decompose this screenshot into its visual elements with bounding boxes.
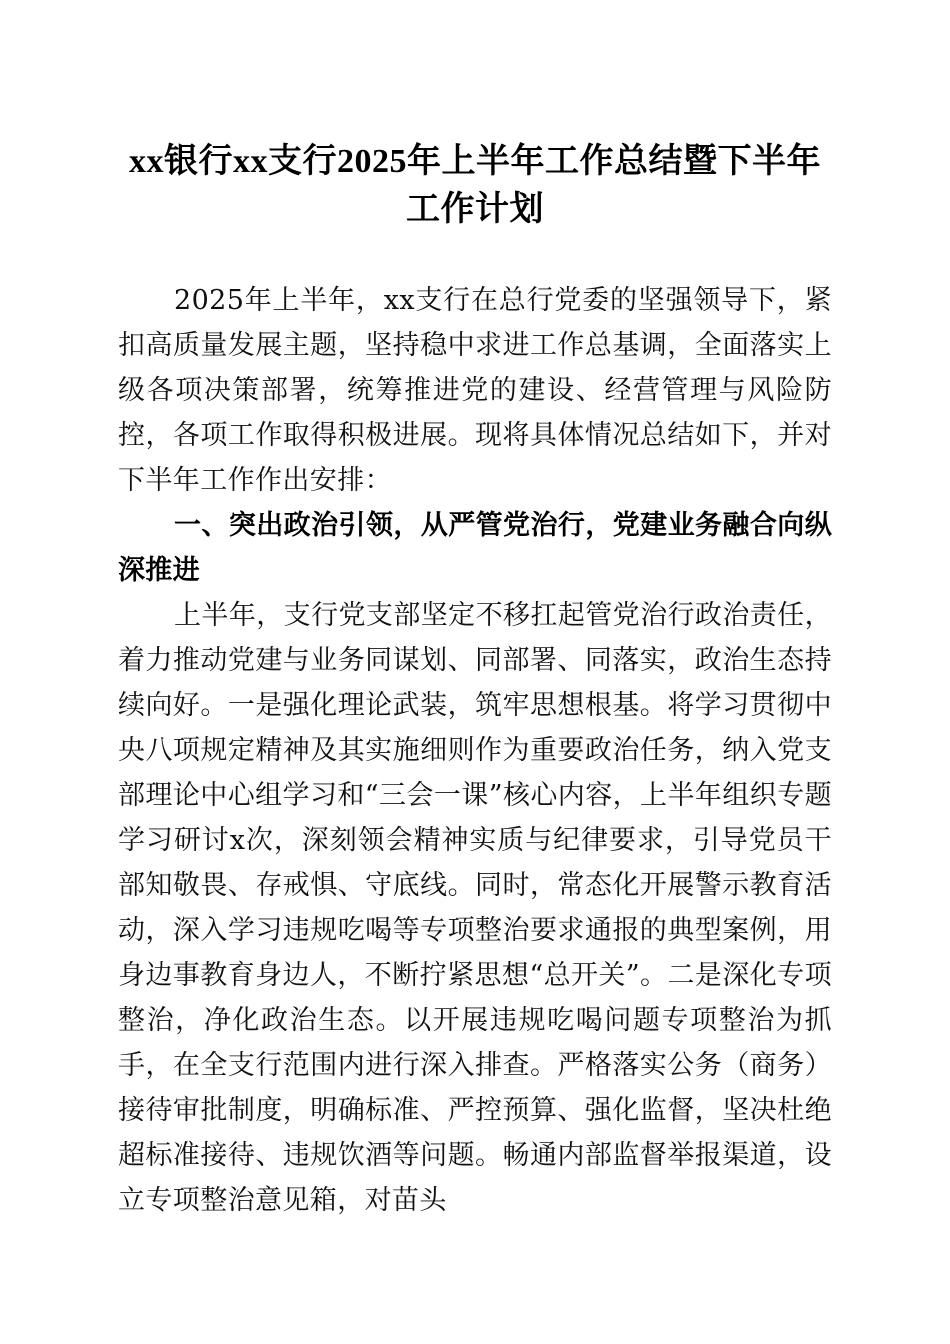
document-title: xx银行xx支行2025年上半年工作总结暨下半年工作计划: [129, 143, 821, 228]
section-one-paragraph: 上半年，支行党支部坚定不移扛起管党治行政治责任，着力推动党建与业务同谋划、同部署、同落实，政治生态持续向好。一是强化理论武装，筑牢思想根基。将学习贯彻中央八项规定精神及其实施细则作为重要政治任务，纳入党支部理论中心组学习和“三会一课”核心内容，上半年组织专题学习研讨x次，深刻领会精神实质与纪律要求，引导党员干部知敬畏、存戒惧、守底线。同时，常态化开展警示教育活动，深入学习违规吃喝等专项整治要求通报的典型案例，用身边事教育身边人，不断拧紧思想“总开关”。二是深化专项整治，净化政治生态。以开展违规吃喝问题专项整治为抓手，在全支行范围内进行深入排查。严格落实公务（商务）接待审批制度，明确标准、严控预算、强化监督，坚决杜绝超标准接待、违规饮酒等问题。畅通内部监督举报渠道，设立专项整治意见箱，对苗头: [118, 600, 832, 1216]
intro-paragraph: 2025年上半年，xx支行在总行党委的坚强领导下，紧扣高质量发展主题，坚持稳中求进工作总基调，全面落实上级各项决策部署，统筹推进党的建设、经营管理与风险防控，各项工作取得积极进展。现将具体情况总结如下，并对下半年工作作出安排：: [118, 285, 832, 496]
document-body: [118, 234, 832, 1223]
section-heading-one: 一、突出政治引领，从严管党治行，党建业务融合向纵深推进: [118, 510, 832, 585]
page-content: [118, 0, 832, 1223]
